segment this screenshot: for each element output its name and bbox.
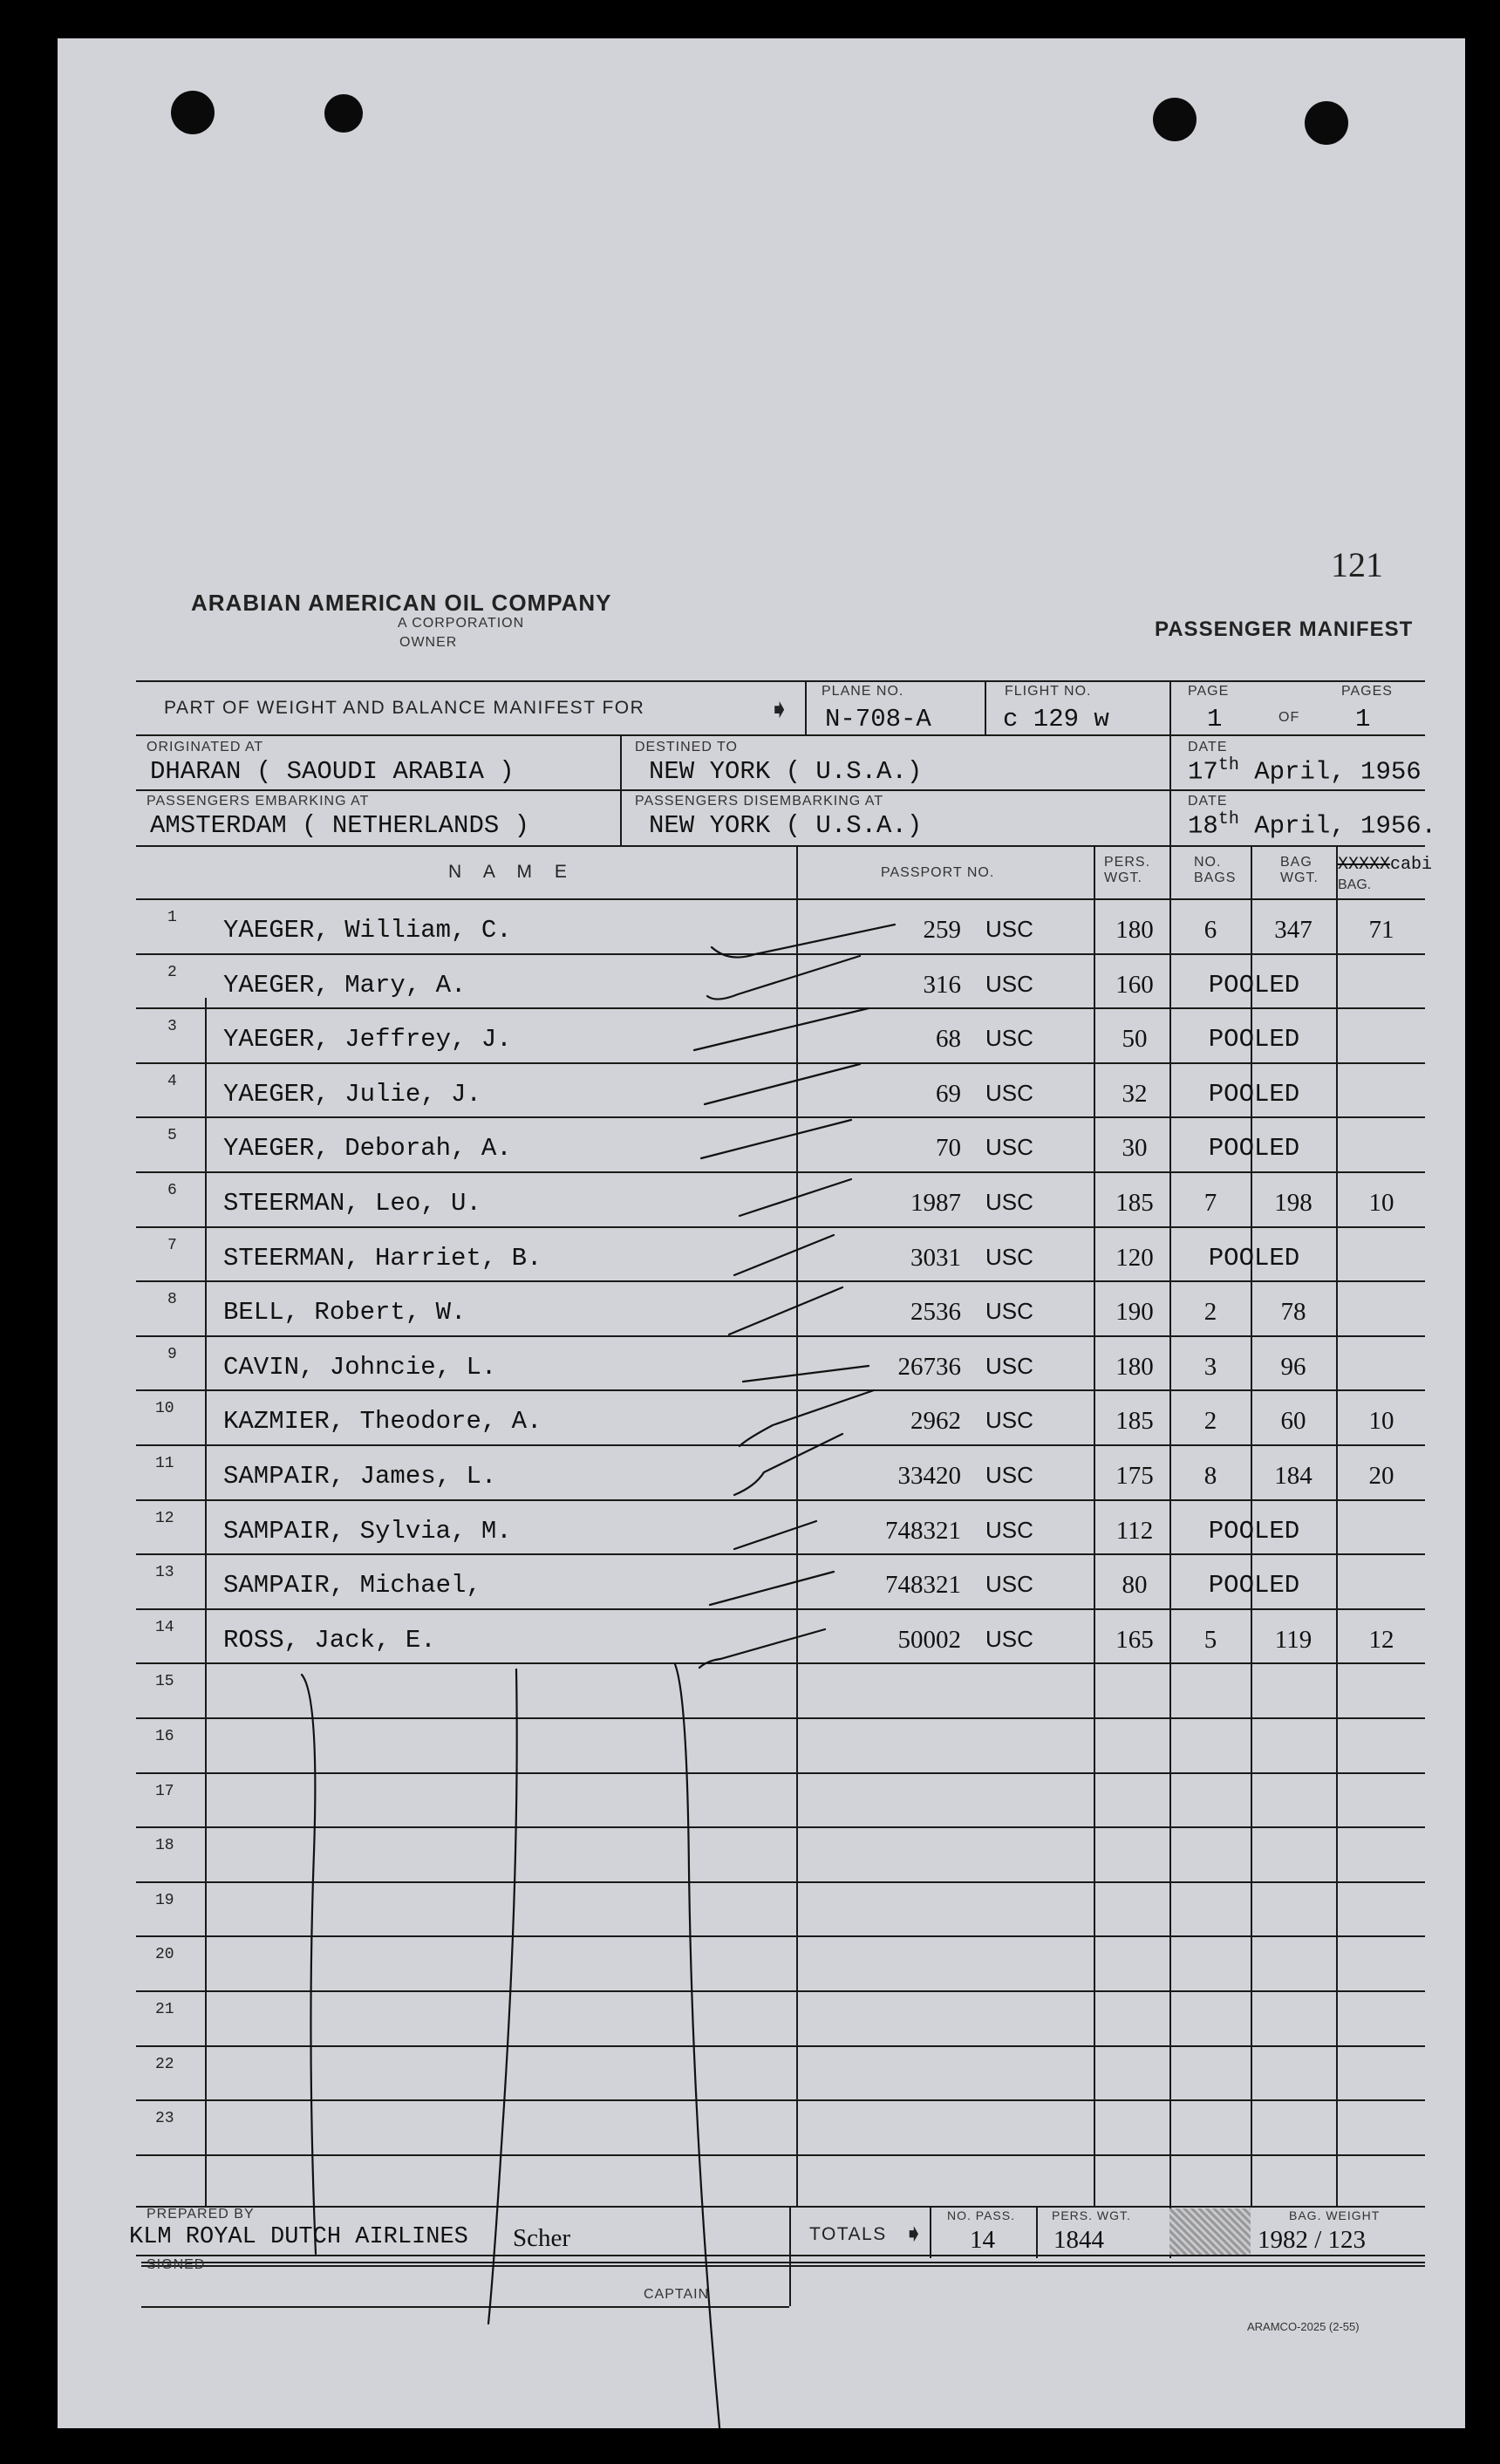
nationality: USC [985, 1626, 1033, 1652]
form-title: PASSENGER MANIFEST [1155, 618, 1414, 641]
plane-no: N-708-A [825, 705, 931, 734]
signed-label: SIGNED [147, 2257, 206, 2272]
cabin-bag: 10 [1368, 1407, 1394, 1435]
pers-weight: 175 [1115, 1462, 1154, 1490]
row-number: 7 [167, 1237, 177, 1254]
company-name: ARABIAN AMERICAN OIL COMPANY [191, 590, 612, 616]
passport-number: 316 [923, 971, 961, 999]
date-arrival: 18th April, 1956. [1188, 809, 1437, 841]
passport-number: 26736 [897, 1353, 961, 1381]
page-number: 121 [1331, 545, 1383, 584]
passenger-name: SAMPAIR, Michael, [223, 1571, 481, 1600]
nationality: USC [985, 1189, 1033, 1215]
row-number: 9 [167, 1346, 177, 1363]
of-label: OF [1278, 710, 1300, 725]
page-value: 1 [1207, 705, 1223, 734]
pers-weight: 190 [1115, 1298, 1154, 1326]
nationality: USC [985, 1080, 1033, 1106]
prepared-signature: Scher [513, 2224, 571, 2252]
bag-count: POOLED [1208, 1571, 1300, 1600]
pers-weight: 180 [1115, 916, 1154, 944]
no-pass-label: NO. PASS. [947, 2208, 1015, 2222]
passenger-name: BELL, Robert, W. [223, 1298, 467, 1327]
pers-weight: 32 [1122, 1080, 1148, 1108]
bag-count: POOLED [1208, 971, 1300, 1000]
cabin-bag: 10 [1368, 1189, 1394, 1217]
plane-no-label: PLANE NO. [822, 684, 904, 699]
passenger-name: SAMPAIR, James, L. [223, 1462, 497, 1491]
nationality: USC [985, 971, 1033, 997]
passenger-name: YAEGER, Jeffrey, J. [223, 1025, 512, 1054]
bag-count: POOLED [1208, 1134, 1300, 1163]
bag-count: POOLED [1208, 1244, 1300, 1273]
passport-number: 259 [923, 916, 961, 944]
row-number: 17 [155, 1783, 174, 1800]
row-number: 3 [167, 1018, 177, 1035]
row-number: 4 [167, 1073, 177, 1090]
destined-label: DESTINED TO [635, 740, 738, 754]
passport-number: 68 [936, 1025, 961, 1053]
arrow-right-icon: ➧ [768, 695, 791, 724]
cabin-bag: 20 [1368, 1462, 1394, 1490]
bag-count: 8 [1203, 1462, 1217, 1490]
row-number: 13 [155, 1564, 174, 1581]
cabin-bag: 12 [1368, 1626, 1394, 1654]
col-passport-header: PASSPORT NO. [881, 865, 995, 880]
pers-weight: 80 [1122, 1571, 1148, 1599]
bag-weight: 60 [1280, 1407, 1306, 1435]
col-bagwgt-header: BAG WGT. [1280, 855, 1319, 885]
pers-weight: 185 [1115, 1407, 1154, 1435]
bag-weight: 78 [1280, 1298, 1306, 1326]
prepared-label: PREPARED BY [147, 2207, 255, 2222]
passenger-name: ROSS, Jack, E. [223, 1626, 436, 1655]
passport-number: 748321 [885, 1517, 961, 1545]
embarking-value: AMSTERDAM ( NETHERLANDS ) [150, 811, 530, 840]
bag-weight: 184 [1274, 1462, 1312, 1490]
total-pers-wgt: 1844 [1053, 2226, 1104, 2254]
passport-number: 1987 [910, 1189, 961, 1217]
row-number: 8 [167, 1291, 177, 1308]
nationality: USC [985, 916, 1033, 942]
pers-weight: 185 [1115, 1189, 1154, 1217]
row-number: 16 [155, 1728, 174, 1745]
row-number: 10 [155, 1400, 174, 1417]
nationality: USC [985, 1298, 1033, 1324]
bag-weight: 198 [1274, 1189, 1312, 1217]
manifest-sheet [58, 38, 1465, 2428]
originated-label: ORIGINATED AT [147, 740, 264, 754]
bag-count: 7 [1203, 1189, 1217, 1217]
row-number: 6 [167, 1182, 177, 1199]
passport-number: 3031 [910, 1244, 961, 1272]
bag-count: 2 [1203, 1407, 1217, 1435]
bag-count: 3 [1203, 1353, 1217, 1381]
destined-value: NEW YORK ( U.S.A.) [649, 757, 923, 786]
passenger-name: YAEGER, Julie, J. [223, 1080, 481, 1109]
form-code: ARAMCO-2025 (2-55) [1247, 2320, 1360, 2333]
row-number: 12 [155, 1510, 174, 1527]
passenger-name: YAEGER, William, C. [223, 916, 512, 945]
date-label: DATE [1188, 740, 1228, 754]
company-line3: OWNER [399, 635, 458, 650]
date-departure: 17th April, 1956 [1188, 755, 1422, 787]
passenger-name: YAEGER, Deborah, A. [223, 1134, 512, 1163]
flight-no-label: FLIGHT NO. [1005, 684, 1092, 699]
passport-number: 70 [936, 1134, 961, 1162]
row-number: 18 [155, 1837, 174, 1854]
bag-weight: 96 [1280, 1353, 1306, 1381]
row-number: 23 [155, 2110, 174, 2127]
pen-marks [58, 38, 1465, 2428]
passenger-name: STEERMAN, Leo, U. [223, 1189, 481, 1218]
pers-weight: 112 [1115, 1517, 1154, 1545]
bag-weight-label: BAG. WEIGHT [1289, 2208, 1381, 2222]
disembarking-value: NEW YORK ( U.S.A.) [649, 811, 923, 840]
passport-number: 2962 [910, 1407, 961, 1435]
row-number: 11 [155, 1455, 174, 1472]
embarking-label: PASSENGERS EMBARKING AT [147, 794, 370, 809]
row-number: 2 [167, 964, 177, 981]
passenger-name: YAEGER, Mary, A. [223, 971, 467, 1000]
row-number: 20 [155, 1946, 174, 1963]
row-number: 14 [155, 1619, 174, 1636]
bag-count: 6 [1203, 916, 1217, 944]
bag-count: POOLED [1208, 1025, 1300, 1054]
col-name-header: N A M E [448, 862, 576, 882]
pers-weight: 120 [1115, 1244, 1154, 1272]
originated-value: DHARAN ( SAOUDI ARABIA ) [150, 757, 515, 786]
col-bags-header: NO. BAGS [1194, 855, 1237, 885]
passport-number: 50002 [897, 1626, 961, 1654]
total-passengers: 14 [970, 2226, 995, 2254]
passport-number: 69 [936, 1080, 961, 1108]
row-number: 5 [167, 1127, 177, 1144]
pages-label: PAGES [1341, 684, 1393, 699]
captain-label: CAPTAIN [644, 2287, 710, 2302]
part-of-label: PART OF WEIGHT AND BALANCE MANIFEST FOR [164, 698, 645, 718]
row-number: 21 [155, 2001, 174, 2018]
flight-no: c 129 w [1003, 705, 1109, 734]
col-cabin-header: XXXXXcabi BAG. [1338, 855, 1433, 892]
page-label: PAGE [1188, 684, 1230, 699]
nationality: USC [985, 1134, 1033, 1160]
totals-label: TOTALS [809, 2224, 887, 2244]
cabin-bag: 71 [1368, 916, 1394, 944]
row-number: 19 [155, 1892, 174, 1909]
passenger-name: CAVIN, Johncie, L. [223, 1353, 497, 1382]
pers-weight: 160 [1115, 971, 1154, 999]
pers-weight: 50 [1122, 1025, 1148, 1053]
pers-weight: 180 [1115, 1353, 1154, 1381]
nationality: USC [985, 1407, 1033, 1433]
bag-count: POOLED [1208, 1517, 1300, 1546]
passport-number: 33420 [897, 1462, 961, 1490]
nationality: USC [985, 1244, 1033, 1270]
disembarking-label: PASSENGERS DISEMBARKING AT [635, 794, 884, 809]
company-line2: A CORPORATION [398, 616, 525, 631]
nationality: USC [985, 1025, 1033, 1051]
nationality: USC [985, 1462, 1033, 1488]
prepared-by: KLM ROYAL DUTCH AIRLINES [129, 2224, 468, 2250]
totals-arrow-icon: ➧ [903, 2220, 924, 2247]
pers-weight: 30 [1122, 1134, 1148, 1162]
bag-count: 5 [1203, 1626, 1217, 1654]
passenger-name: SAMPAIR, Sylvia, M. [223, 1517, 512, 1546]
date2-label: DATE [1188, 794, 1228, 809]
bag-count: 2 [1203, 1298, 1217, 1326]
col-pers-header: PERS. WGT. [1104, 855, 1151, 885]
passport-number: 2536 [910, 1298, 961, 1326]
bag-weight: 119 [1274, 1626, 1312, 1654]
pages-value: 1 [1355, 705, 1371, 734]
row-number: 15 [155, 1673, 174, 1690]
passenger-name: STEERMAN, Harriet, B. [223, 1244, 542, 1273]
nationality: USC [985, 1571, 1033, 1597]
total-bag-weight: 1982 / 123 [1258, 2226, 1367, 2254]
nationality: USC [985, 1353, 1033, 1379]
row-number: 1 [167, 909, 177, 926]
pers-wgt-total-label: PERS. WGT. [1052, 2208, 1131, 2222]
bag-count: POOLED [1208, 1080, 1300, 1109]
row-number: 22 [155, 2056, 174, 2073]
pers-weight: 165 [1115, 1626, 1154, 1654]
bag-weight: 347 [1274, 916, 1312, 944]
passenger-name: KAZMIER, Theodore, A. [223, 1407, 542, 1436]
nationality: USC [985, 1517, 1033, 1543]
passport-number: 748321 [885, 1571, 961, 1599]
